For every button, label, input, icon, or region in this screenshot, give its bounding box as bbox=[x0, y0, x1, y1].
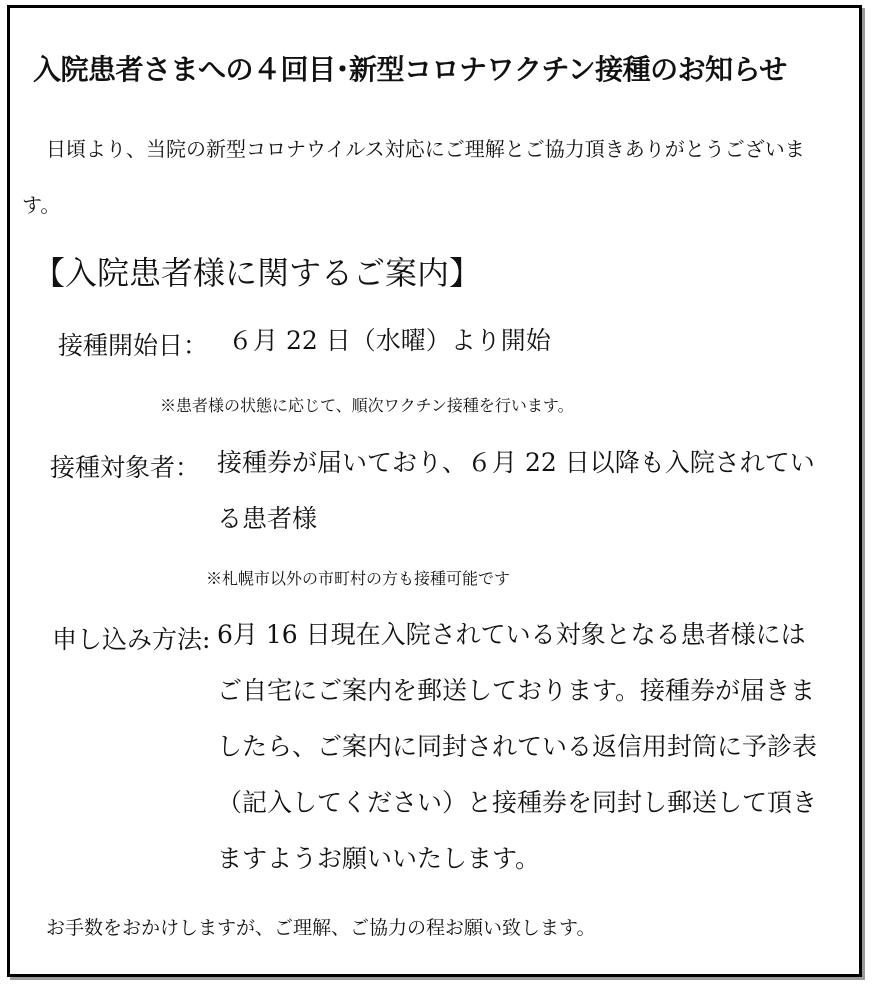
eligible-value: 接種券が届いており、６月 22 日以降も入院されている患者様 bbox=[217, 448, 815, 533]
application-label: 申し込み方法: bbox=[52, 625, 211, 654]
eligible-note: ※札幌市以外の市町村の方も接種可能です bbox=[206, 569, 511, 588]
start-date-note: ※患者様の状態に応じて、順次ワクチン接種を行います。 bbox=[160, 396, 574, 415]
start-date-value: ６月 22 日（水曜）より開始 bbox=[228, 326, 551, 355]
section-heading: 【入院患者様に関するご案内】 bbox=[33, 254, 482, 292]
eligible-label: 接種対象者： bbox=[50, 453, 201, 482]
page-title: 入院患者さまへの４回目･新型コロナワクチン接種のお知らせ bbox=[33, 53, 787, 86]
start-date-label: 接種開始日： bbox=[58, 331, 209, 360]
application-value: 6月 16 日現在入院されている対象となる患者様にはご自宅にご案内を郵送しております。接種券が届きましたら、ご案内に同封されている返信用封筒に予診表（記入してください）と接種券を同封し郵送して頂きますようお願いいたします。 bbox=[217, 620, 818, 873]
intro-paragraph: 日頃より、当院の新型コロナウイルス対応にご理解とご協力頂きありがとうございます。 bbox=[22, 137, 805, 217]
closing-text: お手数をおかけしますが、ご理解、ご協力の程お願い致します。 bbox=[46, 917, 596, 939]
